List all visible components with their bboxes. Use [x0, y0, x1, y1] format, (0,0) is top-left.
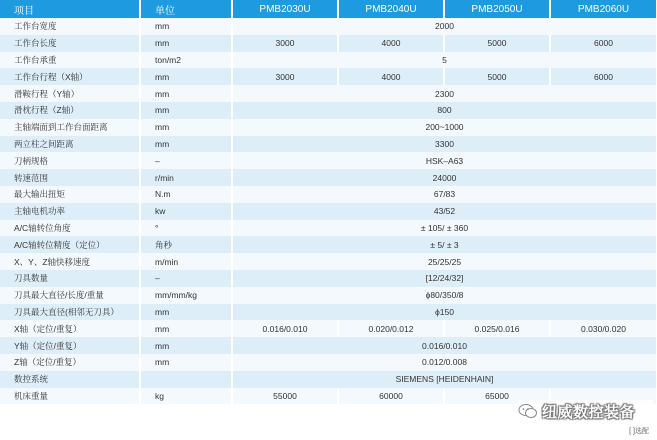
spec-name: 刀具最大直径/长度/重量: [0, 287, 140, 304]
spec-name: A/C轴转位角度: [0, 220, 140, 237]
spec-name: Z轴（定位/重复）: [0, 354, 140, 371]
table-row: [0, 337, 657, 354]
spec-value: 43/52: [232, 203, 657, 220]
spec-name: 工作台宽度: [0, 18, 140, 35]
table-row: [0, 371, 657, 388]
spec-unit: mm: [140, 304, 232, 321]
table-row: [0, 287, 657, 304]
spec-value: 2300: [232, 85, 657, 102]
table-row: [0, 35, 657, 52]
spec-unit: mm: [140, 320, 232, 337]
table-row: [0, 18, 657, 35]
spec-name: 工作台行程（X轴）: [0, 68, 140, 85]
watermark-text: 纽威数控装备: [542, 402, 636, 421]
spec-value: 3000: [232, 68, 338, 85]
table-row: [0, 186, 657, 203]
table-row: [0, 85, 657, 102]
spec-unit: mm: [140, 102, 232, 119]
table-row: [0, 152, 657, 169]
spec-value: 5000: [444, 68, 550, 85]
spec-value: 5000: [444, 35, 550, 52]
spec-name: Y轴（定位/重复）: [0, 337, 140, 354]
spec-unit: kg: [140, 388, 232, 405]
spec-name: 滑鞍行程（Y轴）: [0, 85, 140, 102]
spec-name: X、Y、Z轴快移速度: [0, 253, 140, 270]
table-row: [0, 203, 657, 220]
spec-value: 55000: [232, 388, 338, 405]
spec-value: 4000: [338, 68, 444, 85]
spec-name: 两立柱之间距离: [0, 136, 140, 153]
spec-value: 6000: [550, 68, 657, 85]
spec-unit: mm: [140, 337, 232, 354]
spec-name: 刀柄规格: [0, 152, 140, 169]
spec-name: X轴（定位/重复）: [0, 320, 140, 337]
header-model: PMB2050U: [444, 0, 550, 18]
table-row: [0, 220, 657, 237]
spec-unit: kw: [140, 203, 232, 220]
header-model: PMB2030U: [232, 0, 338, 18]
spec-name: 最大输出扭矩: [0, 186, 140, 203]
table-row: [0, 354, 657, 371]
spec-name: 工作台承重: [0, 52, 140, 69]
watermark: [518, 400, 653, 422]
table-row: [0, 169, 657, 186]
table-row: [0, 52, 657, 69]
spec-value: 0.012/0.008: [232, 354, 657, 371]
header-model: PMB2060U: [550, 0, 657, 18]
spec-unit: mm: [140, 18, 232, 35]
spec-name: 主轴电机功率: [0, 203, 140, 220]
spec-unit: mm: [140, 354, 232, 371]
spec-value: 800: [232, 102, 657, 119]
spec-unit: mm: [140, 85, 232, 102]
spec-value: ϕ80/350/8: [232, 287, 657, 304]
spec-unit: mm: [140, 68, 232, 85]
spec-value: ϕ150: [232, 304, 657, 321]
spec-value: 0.016/0.010: [232, 337, 657, 354]
table-header-row: [0, 0, 657, 18]
spec-value: 67/83: [232, 186, 657, 203]
spec-value: 0.030/0.020: [550, 320, 657, 337]
spec-unit: –: [140, 152, 232, 169]
spec-name: 刀具最大直径(相邻无刀具）: [0, 304, 140, 321]
spec-name: 工作台长度: [0, 35, 140, 52]
spec-value: 0.020/0.012: [338, 320, 444, 337]
spec-unit: °: [140, 220, 232, 237]
spec-unit: r/min: [140, 169, 232, 186]
spec-value: 2000: [232, 18, 657, 35]
spec-value: 200~1000: [232, 119, 657, 136]
spec-name: A/C轴转位精度（定位）: [0, 236, 140, 253]
spec-value: 6000: [550, 35, 657, 52]
table-row: [0, 102, 657, 119]
spec-value: HSK–A63: [232, 152, 657, 169]
spec-name: 主轴端面到工作台面距离: [0, 119, 140, 136]
spec-unit: –: [140, 270, 232, 287]
table-row: [0, 304, 657, 321]
table-row: [0, 253, 657, 270]
wechat-icon: [518, 403, 538, 419]
header-model: PMB2040U: [338, 0, 444, 18]
spec-value: 4000: [338, 35, 444, 52]
spec-value: 25/25/25: [232, 253, 657, 270]
spec-value: 3300: [232, 136, 657, 153]
table-row: [0, 236, 657, 253]
table-row: [0, 320, 657, 337]
footnote-optional: [ ]选配: [629, 428, 649, 435]
spec-name: 刀具数量: [0, 270, 140, 287]
spec-value: [12/24/32]: [232, 270, 657, 287]
spec-value: 60000: [338, 388, 444, 405]
spec-name: 滑枕行程（Z轴）: [0, 102, 140, 119]
spec-value: ± 5/ ± 3: [232, 236, 657, 253]
spec-unit: m/min: [140, 253, 232, 270]
spec-unit: mm: [140, 136, 232, 153]
spec-value: 3000: [232, 35, 338, 52]
spec-value: 0.016/0.010: [232, 320, 338, 337]
spec-name: 转速范围: [0, 169, 140, 186]
spec-unit: ton/m2: [140, 52, 232, 69]
table-row: [0, 136, 657, 153]
spec-unit: N.m: [140, 186, 232, 203]
spec-name: 数控系统: [0, 371, 140, 388]
spec-name: 机床重量: [0, 388, 140, 405]
table-body: [0, 18, 657, 404]
header-item: 项目: [0, 0, 140, 18]
spec-unit: mm: [140, 35, 232, 52]
spec-value: SIEMENS [HEIDENHAIN]: [232, 371, 657, 388]
spec-unit: 角秒: [140, 236, 232, 253]
spec-value: 65000: [444, 388, 550, 405]
spec-value: ± 105/ ± 360: [232, 220, 657, 237]
spec-unit: [140, 371, 232, 388]
table-row: [0, 119, 657, 136]
table-row: [0, 270, 657, 287]
header-unit: 单位: [140, 0, 232, 18]
spec-unit: mm: [140, 119, 232, 136]
spec-value: 0.025/0.016: [444, 320, 550, 337]
table-row: [0, 68, 657, 85]
spec-value: 24000: [232, 169, 657, 186]
spec-value: 5: [232, 52, 657, 69]
spec-unit: mm/mm/kg: [140, 287, 232, 304]
